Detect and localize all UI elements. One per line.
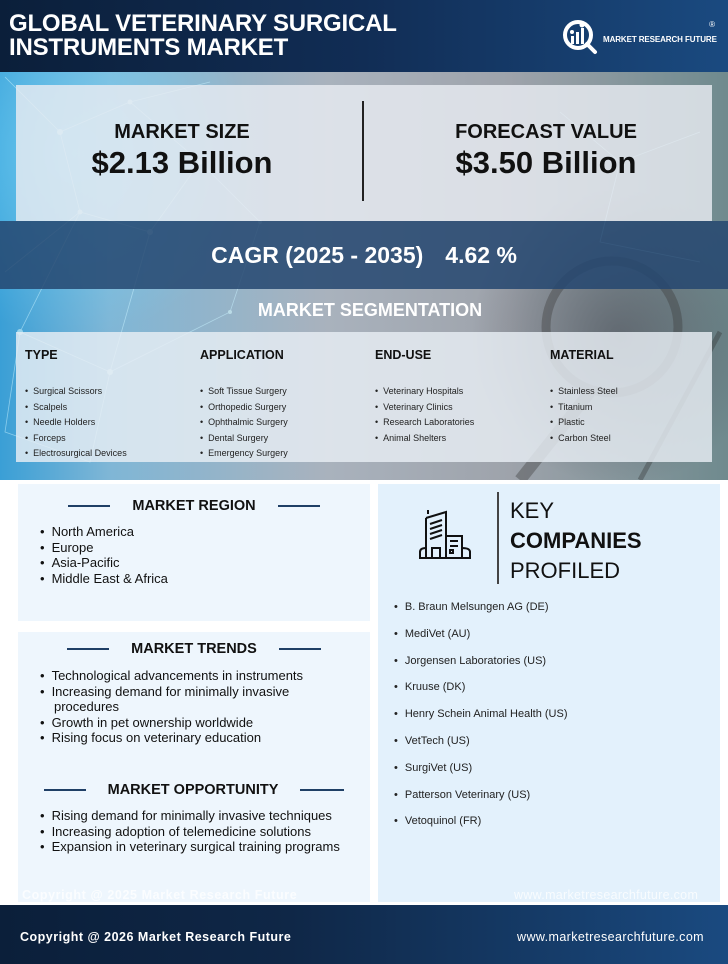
segment-item: • Titanium bbox=[550, 400, 720, 416]
segment-item: • Scalpels bbox=[25, 400, 195, 416]
companies-list bbox=[394, 600, 567, 841]
registered-mark: ® bbox=[709, 20, 715, 29]
market-trends-panel bbox=[18, 632, 370, 902]
region-item: • North America bbox=[40, 524, 168, 540]
segment-heading: TYPE bbox=[25, 348, 58, 362]
market-size-block bbox=[22, 121, 342, 181]
footer bbox=[0, 905, 728, 964]
heading-rule bbox=[44, 789, 86, 791]
company-item: • Jorgensen Laboratories (US) bbox=[394, 654, 567, 681]
segment-item: • Veterinary Hospitals bbox=[375, 384, 545, 400]
footer-website-link[interactable]: www.marketresearchfuture.com bbox=[517, 930, 704, 944]
segment-type bbox=[25, 348, 195, 462]
trend-item: • Rising focus on veterinary education bbox=[40, 730, 303, 746]
segment-item: • Research Laboratories bbox=[375, 415, 545, 431]
trend-item: • Technological advancements in instruments bbox=[40, 668, 303, 684]
segment-item: • Animal Shelters bbox=[375, 431, 545, 447]
opportunity-item: • Expansion in veterinary surgical training programs bbox=[40, 839, 340, 855]
watermark-website: www.marketresearchfuture.com bbox=[514, 888, 699, 902]
trend-item: • Growth in pet ownership worldwide bbox=[40, 715, 303, 731]
company-item: • Kruuse (DK) bbox=[394, 680, 567, 707]
segment-item: • Emergency Surgery bbox=[200, 446, 370, 462]
brand-logo[interactable] bbox=[561, 16, 721, 58]
company-item: • Patterson Veterinary (US) bbox=[394, 788, 567, 815]
cagr-label: CAGR (2025 - 2035) bbox=[211, 241, 424, 268]
logo-text: MARKET RESEARCH FUTURE bbox=[603, 34, 717, 44]
companies-divider bbox=[497, 492, 499, 584]
forecast-value-label: FORECAST VALUE bbox=[455, 121, 637, 143]
company-item: • Henry Schein Animal Health (US) bbox=[394, 707, 567, 734]
footer-copyright: Copyright @ 2026 Market Research Future bbox=[20, 930, 292, 944]
segment-item: • Surgical Scissors bbox=[25, 384, 195, 400]
opportunity-list bbox=[40, 808, 340, 855]
forecast-value-block bbox=[386, 121, 706, 181]
stat-divider bbox=[362, 101, 364, 201]
segment-item: • Orthopedic Surgery bbox=[200, 400, 370, 416]
company-item: • SurgiVet (US) bbox=[394, 761, 567, 788]
opportunity-item: • Rising demand for minimally invasive techniques bbox=[40, 808, 340, 824]
segment-item: • Electrosurgical Devices bbox=[25, 446, 195, 462]
opportunity-item: • Increasing adoption of telemedicine solutions bbox=[40, 824, 340, 840]
page-title bbox=[9, 12, 397, 60]
title-line-2: INSTRUMENTS MARKET bbox=[9, 34, 289, 61]
stats-panel bbox=[16, 85, 712, 221]
segmentation-panel bbox=[16, 332, 712, 462]
segment-item: • Carbon Steel bbox=[550, 431, 720, 447]
segment-material bbox=[550, 348, 720, 446]
segment-item: • Forceps bbox=[25, 431, 195, 447]
heading-rule bbox=[68, 505, 110, 507]
segment-heading: MATERIAL bbox=[550, 348, 614, 362]
region-item: • Asia-Pacific bbox=[40, 555, 168, 571]
forecast-value-amount: $3.50 Billion bbox=[455, 145, 637, 180]
company-item: • B. Braun Melsungen AG (DE) bbox=[394, 600, 567, 627]
heading-rule bbox=[300, 789, 344, 791]
cagr-band bbox=[0, 221, 728, 289]
segment-heading: APPLICATION bbox=[200, 348, 284, 362]
region-list bbox=[40, 524, 168, 586]
trends-list bbox=[40, 668, 303, 746]
title-line-1: GLOBAL VETERINARY SURGICAL bbox=[9, 10, 397, 37]
key-companies-title: KEY COMPANIES PROFILED bbox=[510, 498, 642, 583]
heading-rule bbox=[278, 505, 320, 507]
company-item: • VetTech (US) bbox=[394, 734, 567, 761]
segment-item: • Dental Surgery bbox=[200, 431, 370, 447]
header-banner bbox=[0, 0, 728, 72]
building-icon bbox=[418, 508, 474, 564]
market-region-panel bbox=[18, 484, 370, 621]
trend-item: • Increasing demand for minimally invasive bbox=[40, 684, 303, 700]
region-item: • Middle East & Africa bbox=[40, 571, 168, 587]
market-size-label: MARKET SIZE bbox=[114, 121, 250, 143]
segment-end-use bbox=[375, 348, 545, 446]
cagr-value: 4.62 % bbox=[445, 241, 517, 268]
heading-rule bbox=[279, 648, 321, 650]
company-item: • MediVet (AU) bbox=[394, 627, 567, 654]
segment-item: • Soft Tissue Surgery bbox=[200, 384, 370, 400]
heading-rule bbox=[67, 648, 109, 650]
segmentation-title: MARKET SEGMENTATION bbox=[257, 300, 483, 320]
hero-section bbox=[0, 72, 728, 480]
market-size-value: $2.13 Billion bbox=[91, 145, 273, 180]
trend-item-continuation: procedures bbox=[54, 699, 120, 714]
market-opportunity-heading: MARKET OPPORTUNITY bbox=[18, 782, 370, 798]
segment-item: • Plastic bbox=[550, 415, 720, 431]
segment-application bbox=[200, 348, 370, 462]
segment-heading: END-USE bbox=[375, 348, 432, 362]
segment-item: • Stainless Steel bbox=[550, 384, 720, 400]
watermark-copyright: Copyright @ 2025 Market Research Future bbox=[22, 888, 298, 902]
segment-item: • Veterinary Clinics bbox=[375, 400, 545, 416]
magnifier-chart-logo-icon bbox=[561, 18, 599, 56]
market-trends-heading: MARKET TRENDS bbox=[18, 641, 370, 657]
company-item: • Vetoquinol (FR) bbox=[394, 814, 567, 841]
region-item: • Europe bbox=[40, 540, 168, 556]
segment-item: • Needle Holders bbox=[25, 415, 195, 431]
segment-item: • Ophthalmic Surgery bbox=[200, 415, 370, 431]
key-companies-panel bbox=[378, 484, 720, 902]
market-region-heading: MARKET REGION bbox=[18, 498, 370, 514]
